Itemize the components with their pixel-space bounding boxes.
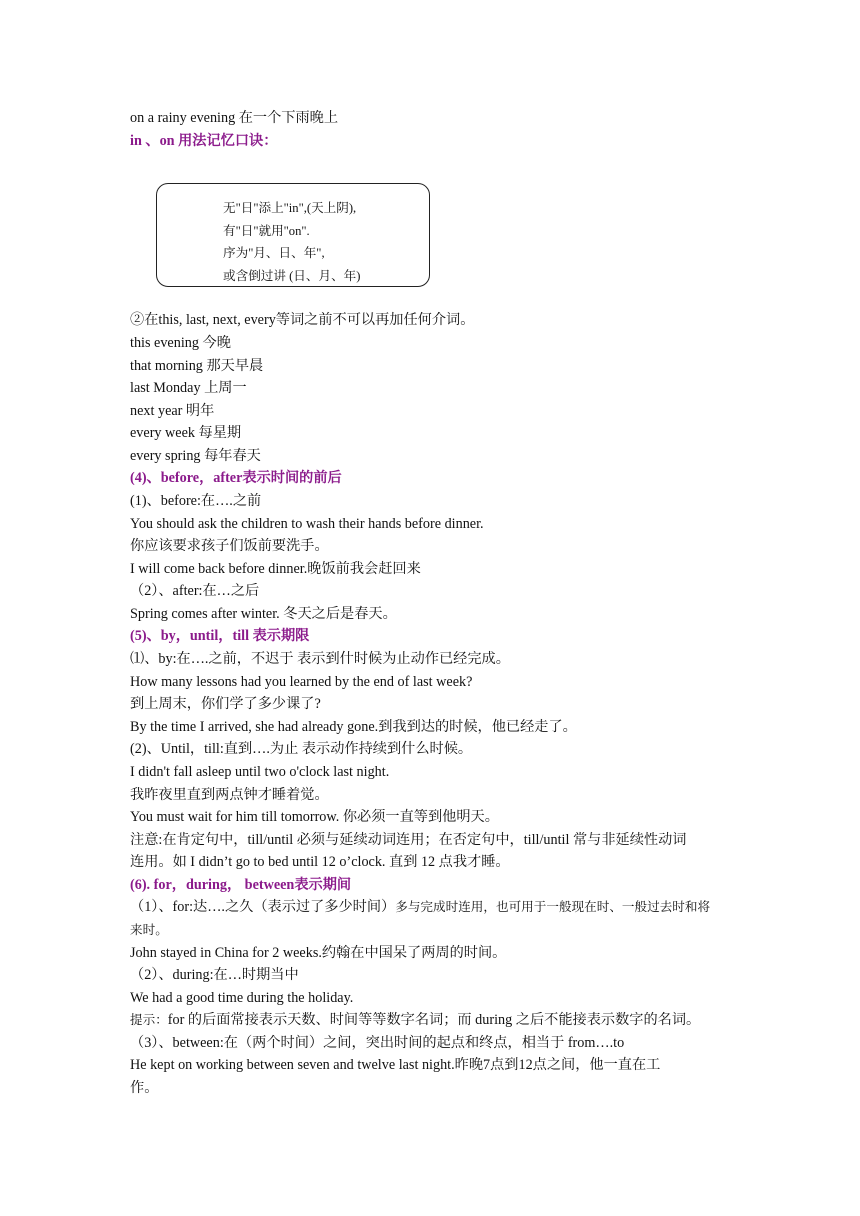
- text-line: (2)、Until，till:直到….为止 表示动作持续到什么时候。: [130, 741, 473, 757]
- text-line: How many lessons had you learned by the end of last week?: [130, 674, 473, 690]
- text-line: 你应该要求孩子们饭前要洗手。: [130, 538, 329, 554]
- text-line: [130, 1010, 700, 1030]
- text-line: ②在this, last, next, every等词之前不可以再加任何介词。: [130, 312, 475, 328]
- text-line: 来时。: [130, 923, 168, 937]
- section-heading: (4)、before，after表示时间的前后: [130, 470, 342, 486]
- text-line: 注意:在肯定句中，till/until 必须与延续动词连用；在否定句中，till/until 常与非延续性动词: [130, 832, 687, 848]
- text-line: 到上周末，你们学了多少课了?: [130, 696, 321, 712]
- text-line: （3）、between:在（两个时间）之间，突出时间的起点和终点，相当于 from….to: [130, 1035, 625, 1051]
- mnemonic-line: 无"日"添上"in",(天上阴),: [223, 201, 357, 215]
- text-line: ⑴、by:在….之前，不迟于 表示到什时候为止动作已经完成。: [130, 651, 510, 667]
- text-line: [130, 897, 710, 917]
- mnemonic-line: 序为"月、日、年",: [223, 246, 325, 260]
- text-line: 作。: [130, 1080, 159, 1096]
- text-span: 提示：: [130, 1013, 168, 1027]
- text-line: last Monday 上周一: [130, 380, 247, 396]
- text-line: I will come back before dinner.晚饭前我会赶回来: [130, 561, 421, 577]
- text-line: (1)、before:在….之前: [130, 493, 262, 509]
- text-line: I didn't fall asleep until two o'clock last night.: [130, 764, 390, 780]
- text-line: He kept on working between seven and twelve last night.昨晚7点到12点之间，他一直在工: [130, 1057, 661, 1073]
- text-line: By the time I arrived, she had already gone.到我到达的时候，他已经走了。: [130, 719, 577, 735]
- mnemonic-box: [156, 183, 430, 287]
- text-line: You should ask the children to wash their hands before dinner.: [130, 516, 484, 532]
- text-line: We had a good time during the holiday.: [130, 990, 354, 1006]
- text-line: this evening 今晚: [130, 335, 231, 351]
- text-line: （2）、after:在…之后: [130, 583, 260, 599]
- text-line: on a rainy evening 在一个下雨晚上: [130, 110, 339, 126]
- text-line: 我昨夜里直到两点钟才睡着觉。: [130, 787, 329, 803]
- text-span: （1）、for:达….之久（表示过了多少时间）: [130, 899, 396, 915]
- section-heading: (6). for，during， between表示期间: [130, 877, 352, 893]
- text-line: You must wait for him till tomorrow. 你必须一直等到他明天。: [130, 809, 499, 825]
- text-line: every spring 每年春天: [130, 448, 261, 464]
- section-heading: (5)、by，until，till 表示期限: [130, 628, 310, 644]
- text-span: for 的后面常接表示天数、时间等等数字名词；而 during 之后不能接表示数字的名词。: [167, 1012, 701, 1028]
- text-line: （2）、during:在…时期当中: [130, 967, 299, 983]
- text-line: that morning 那天早晨: [130, 358, 264, 374]
- mnemonic-line: 有"日"就用"on".: [223, 224, 310, 238]
- text-line: Spring comes after winter. 冬天之后是春天。: [130, 606, 397, 622]
- mnemonic-line: 或含倒过讲 (日、月、年): [223, 269, 361, 283]
- section-heading: in 、on 用法记忆口诀：: [130, 133, 278, 149]
- text-span: 多与完成时连用，也可用于一般现在时、一般过去时和将: [395, 900, 711, 914]
- text-line: John stayed in China for 2 weeks.约翰在中国呆了两周的时间。: [130, 945, 507, 961]
- text-line: every week 每星期: [130, 425, 242, 441]
- text-line: 连用。如 I didn’t go to bed until 12 o’clock. 直到 12 点我才睡。: [130, 854, 510, 870]
- text-line: next year 明年: [130, 403, 215, 419]
